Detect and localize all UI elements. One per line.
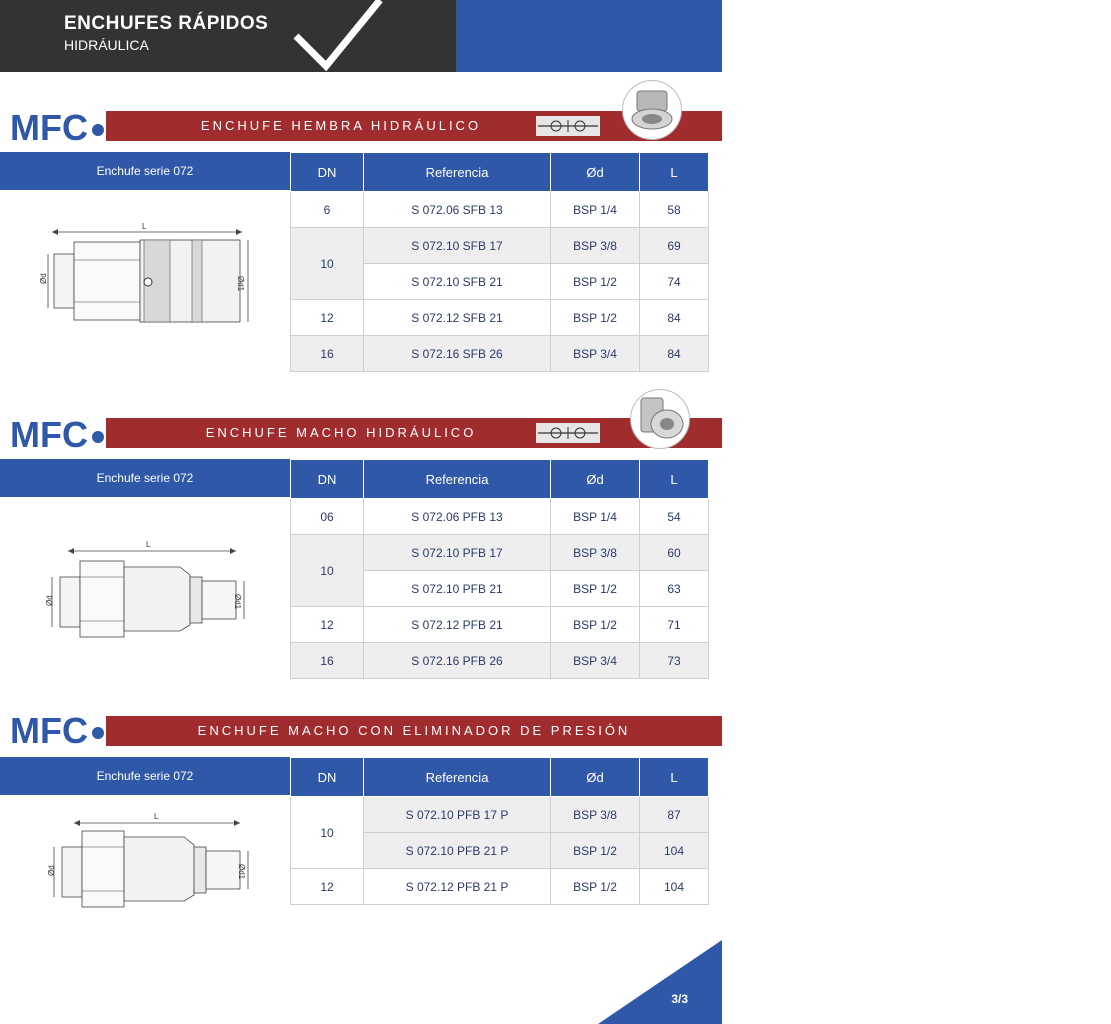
product-photo	[622, 80, 682, 140]
dim-L-label: L	[146, 540, 151, 549]
cell-d: BSP 3/8	[551, 535, 640, 571]
checkmark-icon	[292, 0, 382, 72]
logo-text: MFC	[10, 414, 88, 455]
cell-ref: S 072.12 PFB 21 P	[364, 869, 551, 905]
column-header-l: L	[640, 153, 709, 192]
cell-l: 104	[640, 869, 709, 905]
mfc-logo	[961, 8, 1111, 68]
table-row	[291, 336, 709, 372]
cell-d: BSP 1/2	[551, 300, 640, 336]
column-header-d: Ød	[551, 460, 640, 499]
column-header-referencia: Referencia	[364, 153, 551, 192]
header-blue-panel	[456, 0, 1076, 72]
section-title: ENCHUFE MACHO HIDRÁULICO	[205, 425, 477, 440]
cell-l: 84	[640, 300, 709, 336]
logo-text: MFC	[10, 710, 88, 751]
cell-l: 63	[640, 571, 709, 607]
technical-drawing	[30, 220, 260, 340]
dim-L-label: L	[154, 812, 159, 821]
cell-ref: S 072.12 PFB 21	[364, 607, 551, 643]
technical-drawing	[40, 537, 270, 637]
technical-drawing	[40, 809, 270, 909]
dim-d1-label: Ød1	[233, 594, 242, 610]
table-row	[291, 192, 709, 228]
spec-table	[290, 152, 709, 372]
dim-d1-label: Ød1	[236, 276, 245, 292]
table-row	[291, 607, 709, 643]
cell-l: 71	[640, 607, 709, 643]
coupling-symbol-icon	[536, 423, 600, 443]
cell-ref: S 072.06 PFB 13	[364, 499, 551, 535]
cell-ref: S 072.16 PFB 26	[364, 643, 551, 679]
cell-d: BSP 3/8	[551, 797, 640, 833]
column-header-d: Ød	[551, 758, 640, 797]
table-row	[291, 869, 709, 905]
cell-d: BSP 1/2	[551, 869, 640, 905]
section-hembra	[0, 92, 722, 382]
table-row	[291, 228, 709, 264]
cell-dn: 12	[291, 869, 364, 905]
cell-d: BSP 3/8	[551, 228, 640, 264]
header-dark-panel	[0, 0, 456, 72]
cell-dn: 10	[291, 797, 364, 869]
product-photo	[630, 389, 690, 449]
cell-d: BSP 1/2	[551, 571, 640, 607]
header-subtitle: HIDRÁULICA	[64, 37, 149, 53]
dim-d-label: Ød	[45, 595, 54, 606]
cell-l: 74	[640, 264, 709, 300]
coupling-symbol-icon	[536, 116, 600, 136]
dim-d-label: Ød	[47, 865, 56, 876]
dim-d-label: Ød	[39, 273, 48, 284]
spec-table	[290, 757, 709, 905]
table-row	[291, 499, 709, 535]
column-header-referencia: Referencia	[364, 460, 551, 499]
top-header	[0, 0, 1076, 72]
cell-ref: S 072.10 PFB 17	[364, 535, 551, 571]
column-header-l: L	[640, 758, 709, 797]
table-row	[291, 300, 709, 336]
cell-ref: S 072.16 SFB 26	[364, 336, 551, 372]
column-header-l: L	[640, 460, 709, 499]
male-coupler-image	[631, 390, 689, 448]
cell-l: 87	[640, 797, 709, 833]
cell-dn: 10	[291, 228, 364, 300]
cell-d: BSP 3/4	[551, 336, 640, 372]
column-header-dn: DN	[291, 153, 364, 192]
cell-dn: 12	[291, 607, 364, 643]
cell-d: BSP 1/4	[551, 192, 640, 228]
column-header-referencia: Referencia	[364, 758, 551, 797]
serie-label: Enchufe serie 072	[0, 757, 290, 795]
column-header-d: Ød	[551, 153, 640, 192]
footer-corner	[598, 940, 722, 1024]
table-row	[291, 535, 709, 571]
section-title: ENCHUFE HEMBRA HIDRÁULICO	[200, 118, 482, 133]
cell-ref: S 072.10 SFB 17	[364, 228, 551, 264]
cell-l: 54	[640, 499, 709, 535]
logo-text: MFC	[963, 10, 1076, 68]
cell-ref: S 072.10 PFB 17 P	[364, 797, 551, 833]
column-header-dn: DN	[291, 460, 364, 499]
section-macho	[0, 399, 722, 689]
cell-dn: 12	[291, 300, 364, 336]
cell-l: 73	[640, 643, 709, 679]
mfc-logo	[10, 107, 110, 148]
section-title-band	[106, 716, 722, 746]
dim-L-label: L	[142, 222, 147, 231]
cell-ref: S 072.10 PFB 21	[364, 571, 551, 607]
cell-l: 58	[640, 192, 709, 228]
cell-l: 84	[640, 336, 709, 372]
female-coupler-image	[623, 81, 681, 139]
serie-label: Enchufe serie 072	[0, 459, 290, 497]
table-row	[291, 797, 709, 833]
dim-d1-label: Ød1	[237, 864, 246, 880]
cell-ref: S 072.12 SFB 21	[364, 300, 551, 336]
header-title: ENCHUFES RÁPIDOS	[64, 13, 269, 34]
spec-table	[290, 459, 709, 679]
page-number: 3/3	[671, 992, 688, 1006]
section-title: ENCHUFE MACHO CON ELIMINADOR DE PRESIÓN	[197, 723, 631, 738]
cell-d: BSP 3/4	[551, 643, 640, 679]
cell-dn: 16	[291, 336, 364, 372]
column-header-dn: DN	[291, 758, 364, 797]
cell-d: BSP 1/2	[551, 833, 640, 869]
cell-ref: S 072.10 PFB 21 P	[364, 833, 551, 869]
cell-l: 104	[640, 833, 709, 869]
cell-d: BSP 1/4	[551, 499, 640, 535]
cell-l: 60	[640, 535, 709, 571]
cell-dn: 16	[291, 643, 364, 679]
cell-dn: 06	[291, 499, 364, 535]
mfc-logo	[10, 710, 110, 751]
cell-dn: 10	[291, 535, 364, 607]
mfc-logo	[10, 414, 110, 455]
cell-d: BSP 1/2	[551, 264, 640, 300]
table-row	[291, 643, 709, 679]
section-macho-eliminador	[0, 697, 722, 917]
cell-dn: 6	[291, 192, 364, 228]
serie-label: Enchufe serie 072	[0, 152, 290, 190]
cell-l: 69	[640, 228, 709, 264]
logo-text: MFC	[10, 107, 88, 148]
cell-d: BSP 1/2	[551, 607, 640, 643]
cell-ref: S 072.10 SFB 21	[364, 264, 551, 300]
cell-ref: S 072.06 SFB 13	[364, 192, 551, 228]
